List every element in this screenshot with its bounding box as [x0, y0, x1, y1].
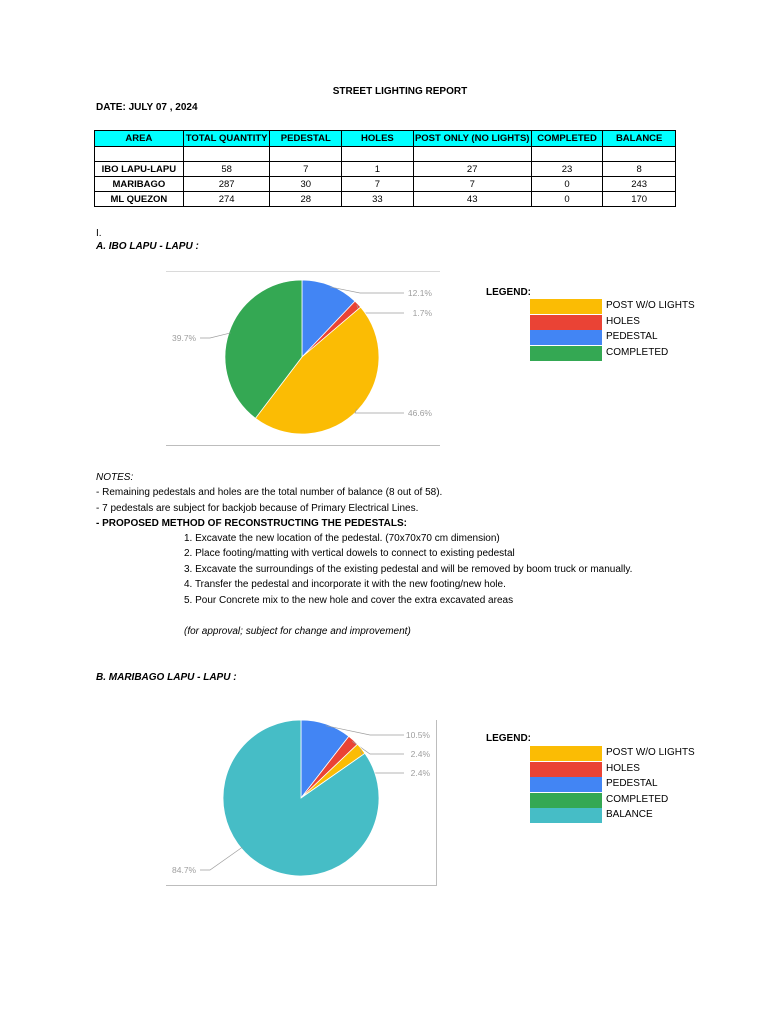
step-line: 3. Excavate the surroundings of the existing pedestal and will be removed by boom truck or manually.: [184, 564, 633, 575]
note-line: - Remaining pedestals and holes are the total number of balance (8 out of 58).: [96, 487, 443, 498]
legend-swatch: [530, 346, 602, 361]
table-cell: 0: [531, 177, 603, 192]
header-post-only: POST ONLY (NO LIGHTS): [413, 131, 531, 147]
note-line-heading: - PROPOSED METHOD OF RECONSTRUCTING THE PEDESTALS:: [96, 518, 407, 529]
table-row: [95, 162, 676, 177]
pie-data-label: 84.7%: [172, 865, 197, 875]
legend-label: BALANCE: [606, 809, 653, 820]
pie-data-label: 2.4%: [410, 768, 430, 778]
table-cell: 7: [270, 162, 342, 177]
header-area: AREA: [95, 131, 184, 147]
legend-b-item: [530, 762, 730, 777]
pie-leader-line: [200, 847, 242, 870]
legend-label: COMPLETED: [606, 793, 669, 805]
step-line: 4. Transfer the pedestal and incorporate it with the new footing/new hole.: [184, 579, 506, 590]
header-total-quantity: TOTAL QUANTITY: [183, 131, 270, 147]
section-a-heading: A. IBO LAPU - LAPU :: [96, 241, 199, 252]
table-cell: 23: [531, 162, 603, 177]
step-line: 5. Pour Concrete mix to the new hole and cover the extra excavated areas: [184, 595, 514, 606]
pie-data-label: 2.4%: [410, 749, 430, 759]
table-cell: 1: [342, 162, 414, 177]
report-title: STREET LIGHTING REPORT: [332, 86, 468, 97]
legend-label: HOLES: [606, 315, 640, 327]
table-cell: 33: [342, 192, 414, 207]
legend-swatch: [530, 330, 602, 345]
pie-data-label: 10.5%: [405, 730, 430, 740]
table-cell: 43: [413, 192, 531, 207]
table-cell: 30: [270, 177, 342, 192]
pie-data-label: 1.7%: [412, 308, 432, 318]
legend-a-item: [530, 330, 730, 345]
table-cell: 27: [413, 162, 531, 177]
legend-b: [530, 746, 730, 826]
table-cell: 28: [270, 192, 342, 207]
table-header-row: [95, 131, 676, 147]
legend-label: POST W/O LIGHTS: [606, 300, 695, 311]
report-date: DATE: JULY 07 , 2024: [96, 102, 198, 113]
legend-label: HOLES: [606, 762, 640, 774]
header-completed: COMPLETED: [531, 131, 603, 147]
legend-swatch: [530, 793, 602, 808]
legend-a-item: [530, 299, 730, 314]
legend-a-title: LEGEND:: [486, 287, 531, 298]
legend-label: PEDESTAL: [606, 778, 658, 789]
legend-b-item: [530, 777, 730, 792]
legend-a: [530, 299, 730, 369]
table-cell: 7: [342, 177, 414, 192]
step-line: 1. Excavate the new location of the pedestal. (70x70x70 cm dimension): [184, 533, 500, 544]
header-holes: HOLES: [342, 131, 414, 147]
pie-data-label: 39.7%: [172, 333, 197, 343]
table-cell: 7: [413, 177, 531, 192]
note-line: - 7 pedestals are subject for backjob because of Primary Electrical Lines.: [96, 503, 419, 514]
legend-swatch: [530, 762, 602, 777]
legend-b-item: [530, 808, 730, 823]
table-spacer-row: [95, 147, 676, 162]
pie-chart-b: [150, 710, 450, 890]
step-line: 2. Place footing/matting with vertical dowels to connect to existing pedestal: [184, 548, 515, 559]
table-cell-area: MARIBAGO: [95, 177, 184, 192]
table-cell: 8: [603, 162, 676, 177]
summary-table: [94, 130, 676, 207]
legend-b-title: LEGEND:: [486, 733, 531, 744]
table-cell: 243: [603, 177, 676, 192]
header-balance: BALANCE: [603, 131, 676, 147]
legend-a-item: [530, 346, 730, 361]
legend-swatch: [530, 808, 602, 823]
table-cell: 0: [531, 192, 603, 207]
legend-b-item: [530, 746, 730, 761]
legend-swatch: [530, 746, 602, 761]
approval-note: (for approval; subject for change and improvement): [184, 626, 411, 637]
header-pedestal: PEDESTAL: [270, 131, 342, 147]
legend-a-item: [530, 315, 730, 330]
legend-swatch: [530, 777, 602, 792]
table-cell-area: IBO LAPU-LAPU: [95, 162, 184, 177]
table-cell: 170: [603, 192, 676, 207]
legend-swatch: [530, 299, 602, 314]
legend-swatch: [530, 315, 602, 330]
legend-b-item: [530, 793, 730, 808]
legend-label: COMPLETED: [606, 346, 669, 358]
section-b-heading: B. MARIBAGO LAPU - LAPU :: [96, 672, 237, 683]
table-row: [95, 177, 676, 192]
pie-data-label: 12.1%: [407, 288, 432, 298]
pie-leader-line: [200, 333, 230, 338]
table-cell-area: ML QUEZON: [95, 192, 184, 207]
table-cell: 58: [183, 162, 270, 177]
legend-label: POST W/O LIGHTS: [606, 747, 695, 758]
table-cell: 274: [183, 192, 270, 207]
notes-title: NOTES:: [96, 472, 134, 483]
table-row: [95, 192, 676, 207]
pie-data-label: 46.6%: [407, 408, 432, 418]
pie-chart-a: [150, 270, 450, 450]
legend-label: PEDESTAL: [606, 331, 658, 342]
section-number: I.: [96, 228, 102, 239]
table-cell: 287: [183, 177, 270, 192]
pie-leader-line: [355, 409, 404, 413]
